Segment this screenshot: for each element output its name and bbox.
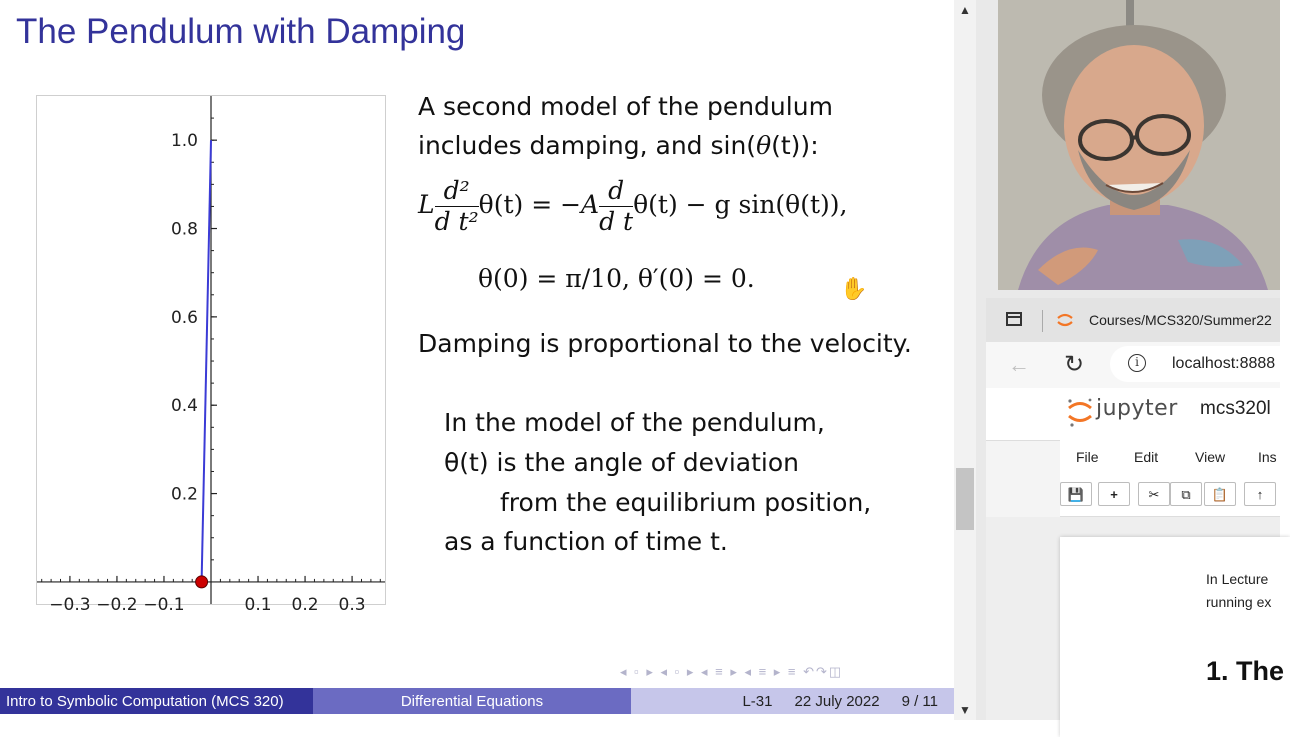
intro-line-2-end: (t)): <box>771 131 819 160</box>
address-bar-row <box>986 342 1280 388</box>
eq-dt2: d t² <box>434 207 479 236</box>
webcam-video <box>998 0 1280 290</box>
notebook-menubar <box>1060 440 1280 476</box>
scroll-thumb[interactable] <box>956 468 974 530</box>
notebook-text-line-2[interactable]: running ex <box>1206 594 1272 610</box>
slide-footer <box>0 688 954 714</box>
notebook-heading[interactable]: 1. The <box>1206 656 1285 686</box>
paste-icon[interactable]: 📋 <box>1204 482 1236 506</box>
damping-statement: Damping is proportional to the velocity. <box>418 329 912 358</box>
jupyter-header <box>986 388 1280 441</box>
y-tick-label: 0.8 <box>170 219 198 240</box>
x-tick-label: 0.1 <box>244 594 272 615</box>
slide-title: The Pendulum with Damping <box>16 12 466 51</box>
intro-line-2-text: includes damping, and sin( <box>418 131 757 160</box>
scroll-down-arrow-icon[interactable]: ▼ <box>959 703 971 717</box>
browser-tab-title[interactable]: Courses/MCS320/Summer22 <box>1089 312 1272 328</box>
notebook-name[interactable]: mcs320l <box>1200 398 1271 419</box>
model-line-1: In the model of the pendulum, <box>444 408 825 437</box>
eq-theta-t: θ(t) = − <box>478 190 582 219</box>
beamer-navigation-icons[interactable]: ◂ ▫ ▸ ◂ ▫ ▸ ◂ ≡ ▸ ◂ ≡ ▸ ≡ ↶↷◫ <box>620 664 844 679</box>
scroll-up-arrow-icon[interactable]: ▲ <box>959 3 971 17</box>
intro-line-2 <box>418 131 819 160</box>
eq-d: d <box>608 176 625 205</box>
x-tick-label: 0.3 <box>338 594 366 615</box>
move-up-icon[interactable]: ↑ <box>1244 482 1276 506</box>
initial-conditions: θ(0) = π/10, θ′(0) = 0. <box>478 264 755 293</box>
y-tick-label: 0.6 <box>170 307 198 328</box>
url-field[interactable] <box>1110 346 1290 382</box>
pendulum-rod-line <box>202 140 211 582</box>
url-text[interactable]: localhost:8888 <box>1172 355 1276 372</box>
intro-line-1: A second model of the pendulum <box>418 92 833 121</box>
reload-icon[interactable]: ↻ <box>1064 351 1085 378</box>
notebook-text-line-1[interactable]: In Lecture <box>1206 571 1269 587</box>
eq-d2: d² <box>443 176 470 205</box>
cut-icon[interactable]: ✂ <box>1138 482 1170 506</box>
notebook-page <box>1060 537 1290 737</box>
y-tick-label: 0.4 <box>170 396 198 417</box>
browser-tab-bar <box>986 298 1280 342</box>
model-line-2: θ(t) is the angle of deviation <box>444 448 799 477</box>
eq-L: L <box>418 190 435 219</box>
model-line-3: from the equilibrium position, <box>500 488 872 517</box>
tab-divider <box>1042 310 1043 332</box>
footer-course: Intro to Symbolic Computation (MCS 320) <box>0 688 313 714</box>
insert-cell-icon[interactable]: + <box>1098 482 1130 506</box>
eq-rest: θ(t) − g sin(θ(t)), <box>633 190 848 219</box>
damped-pendulum-equation <box>418 176 848 237</box>
tab-actions-icon[interactable] <box>1006 312 1022 326</box>
jupyter-logo-icon <box>1066 396 1094 428</box>
vertical-scrollbar[interactable] <box>954 0 976 720</box>
model-line-4: as a function of time t. <box>444 527 728 556</box>
x-tick-label: 0.2 <box>291 594 319 615</box>
menu-view[interactable]: View <box>1195 449 1226 465</box>
pendulum-bob-point <box>196 576 208 588</box>
footer-date: 22 July 2022 <box>794 692 880 710</box>
x-tick-label: −0.3 <box>49 594 91 615</box>
eq-second-derivative <box>435 176 479 237</box>
presenter-image <box>998 0 1280 290</box>
eq-A: A <box>581 190 600 219</box>
x-tick-label: −0.1 <box>143 594 185 615</box>
y-tick-label: 1.0 <box>170 131 198 152</box>
jupyter-favicon-icon <box>1056 311 1074 329</box>
menu-insert[interactable]: Ins <box>1258 449 1277 465</box>
save-icon[interactable]: 💾 <box>1060 482 1092 506</box>
footer-topic: Differential Equations <box>313 688 631 714</box>
jupyter-wordmark[interactable]: jupyter <box>1096 396 1178 421</box>
notebook-toolbar <box>1060 476 1280 517</box>
notebook-area <box>986 517 1280 720</box>
menu-file[interactable]: File <box>1076 449 1099 465</box>
back-arrow-icon[interactable]: ← <box>1008 352 1030 377</box>
intro-theta: θ <box>756 131 772 160</box>
copy-icon[interactable]: ⧉ <box>1170 482 1202 506</box>
menu-edit[interactable]: Edit <box>1134 449 1159 465</box>
eq-first-derivative <box>599 176 633 237</box>
pendulum-plot <box>36 95 386 615</box>
eq-dt: d t <box>599 207 634 236</box>
footer-info <box>631 688 954 714</box>
footer-lecture: L-31 <box>742 692 773 710</box>
footer-page: 9 / 11 <box>901 692 938 710</box>
hand-cursor-icon: ✋ <box>840 276 868 301</box>
site-info-icon[interactable]: i <box>1128 354 1146 372</box>
x-tick-label: −0.2 <box>96 594 138 615</box>
pendulum-plot-svg <box>37 96 385 615</box>
y-tick-label: 0.2 <box>170 484 198 505</box>
